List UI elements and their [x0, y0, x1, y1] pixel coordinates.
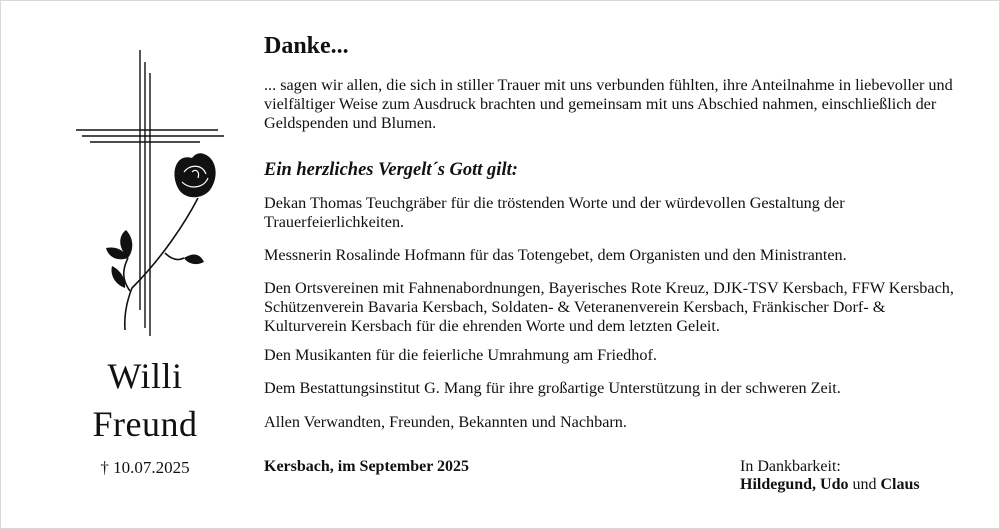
- cross-with-rose-icon: [70, 48, 230, 348]
- signer-separator: ,: [812, 476, 821, 493]
- signer-name: Udo: [820, 476, 849, 493]
- thanks-paragraph: Dekan Thomas Teuchgräber für die tröstenden Worte und der würdevollen Gestaltung der Trauerfeierlichkeiten.: [264, 194, 845, 231]
- signer-name: Hildegund: [740, 476, 813, 493]
- signer-separator: und: [848, 476, 881, 493]
- thanks-heading: Danke...: [264, 33, 349, 59]
- deceased-first-name: Willi: [107, 356, 183, 396]
- thanks-paragraph: Den Ortsvereinen mit Fahnenabordnungen, Bayerisches Rote Kreuz, DJK-TSV Kersbach, FFW Kersbach, Schützenverein Bavaria Kersbach, Soldaten- & Veteranenverein Kersbach, Fränkischer Dorf- & Kulturverein Kersbach für die ehrenden Worte und dem letzten Geleit.: [264, 279, 954, 335]
- thanks-paragraph: Dem Bestattungsinstitut G. Mang für ihre großartige Unterstützung in der schweren Zeit.: [264, 379, 841, 397]
- signers: [740, 476, 920, 494]
- thanks-subheading: Ein herzliches Vergelt´s Gott gilt:: [264, 160, 518, 180]
- death-date: † 10.07.2025: [100, 458, 190, 477]
- thanks-paragraph: Allen Verwandten, Freunden, Bekannten und Nachbarn.: [264, 413, 627, 431]
- thanks-paragraph: Den Musikanten für die feierliche Umrahmung am Friedhof.: [264, 346, 657, 364]
- intro-paragraph: ... sagen wir allen, die sich in stiller Trauer mit uns verbunden fühlten, ihre Anteilnahme in liebevoller und vielfältiger Weise zum Ausdruck brachten und gemeinsam mit uns Abschied nahmen, einschließlich der Geldspenden und Blumen.: [264, 76, 953, 132]
- signer-name: Claus: [880, 476, 920, 493]
- place-date: Kersbach, im September 2025: [264, 458, 470, 475]
- signature-label: In Dankbarkeit:: [740, 458, 841, 475]
- thanks-paragraph: Messnerin Rosalinde Hofmann für das Totengebet, dem Organisten und den Ministranten.: [264, 246, 847, 264]
- deceased-last-name: Freund: [92, 404, 198, 444]
